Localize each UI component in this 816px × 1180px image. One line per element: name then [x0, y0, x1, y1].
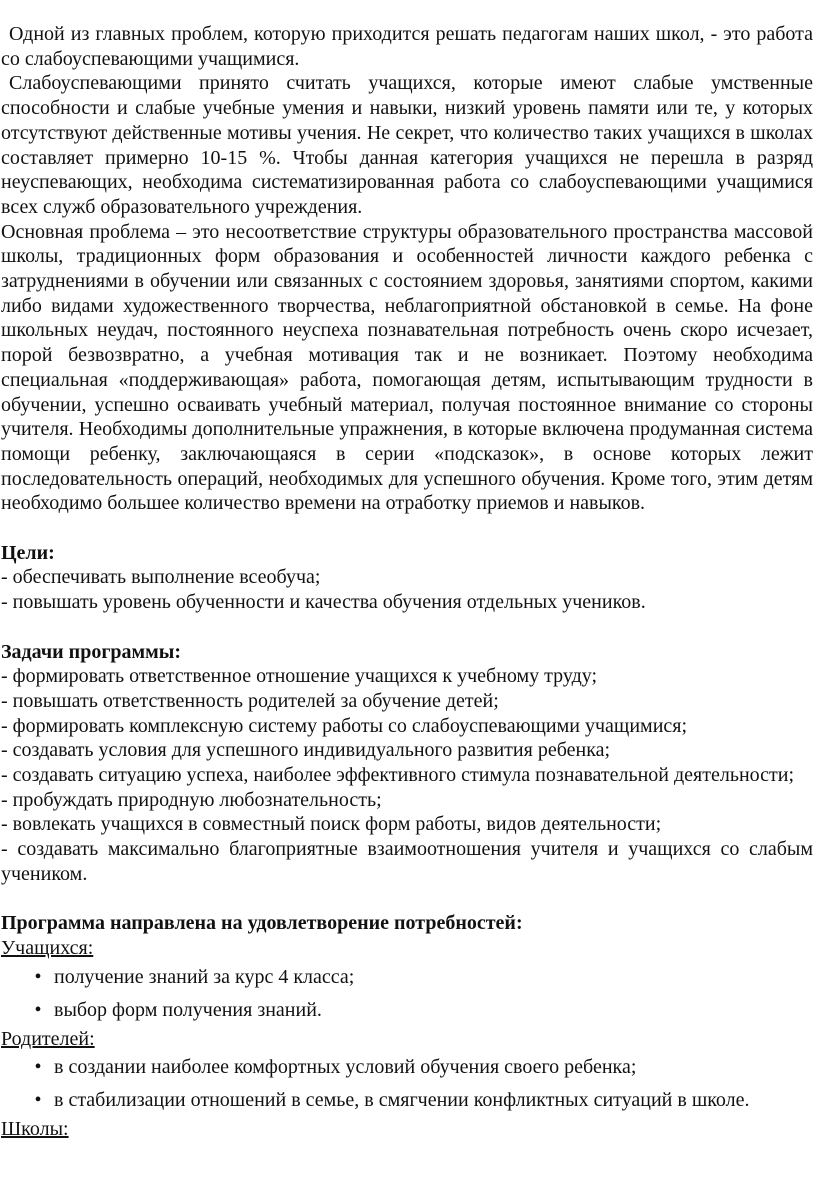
spacer — [1, 516, 813, 541]
list-item-text: получение знаний за курс 4 класса; — [54, 965, 355, 988]
students-list — [1, 961, 813, 1027]
task-item: - пробуждать природную любознательность; — [1, 788, 382, 811]
task-item: - повышать ответственность родителей за обучение детей; — [1, 689, 499, 712]
parents-list — [1, 1051, 813, 1117]
bullet-icon: • — [34, 998, 42, 1021]
list-item-text: в создании наиболее комфортных условий обучения своего ребенка; — [54, 1056, 637, 1079]
schools-label: Школы: — [1, 1118, 69, 1141]
intro-paragraph-1: Одной из главных проблем, которую приходится решать педагогам наших школ, - это работа со слабоуспевающими учащимися. — [1, 23, 813, 70]
bullet-icon: • — [34, 1089, 42, 1112]
spacer — [1, 615, 813, 640]
bullet-icon: • — [34, 1056, 42, 1079]
task-item: - вовлекать учащихся в совместный поиск форм работы, видов деятельности; — [1, 813, 662, 836]
task-item: - формировать ответственное отношение учащихся к учебному труду; — [1, 665, 598, 688]
spacer — [1, 887, 813, 912]
students-label: Учащихся: — [1, 936, 94, 959]
tasks-heading: Задачи программы: — [1, 640, 182, 663]
task-item: - создавать условия для успешного индивидуального развития ребенка; — [1, 739, 611, 762]
list-item-text: выбор форм получения знаний. — [54, 998, 322, 1021]
task-item: - создавать максимально благоприятные взаимоотношения учителя и учащихся со слабым учеником. — [1, 838, 813, 885]
list-item — [1, 994, 813, 1027]
list-item — [1, 1084, 813, 1117]
list-item — [1, 1051, 813, 1084]
intro-paragraph-2: Слабоуспевающими принято считать учащихся, которые имеют слабые умственные способности и слабые учебные умения и навыки, низкий уровень памяти или те, у которых отсутствуют действенные мотивы учения. Не секрет, что количество таких учащихся в школах составляет примерно 10-15 %. Чтобы данная категория учащихся не перешла в разряд неуспевающих, необходима систематизированная работа со слабоуспевающими учащимися всех служб образовательного учреждения. — [1, 72, 813, 218]
task-item: - создавать ситуацию успеха, наиболее эффективного стимула познавательной деятельности; — [1, 764, 795, 787]
list-item — [1, 961, 813, 994]
needs-heading: Программа направлена на удовлетворение потребностей: — [1, 912, 523, 935]
goal-item: - повышать уровень обученности и качества обучения отдельных учеников. — [1, 591, 646, 614]
task-item: - формировать комплексную систему работы со слабоуспевающими учащимися; — [1, 714, 688, 737]
list-item-text: в стабилизации отношений в семье, в смягчении конфликтных ситуаций в школе. — [54, 1089, 750, 1112]
goal-item: - обеспечивать выполнение всеобуча; — [1, 566, 321, 589]
parents-label: Родителей: — [1, 1027, 95, 1050]
goals-heading: Цели: — [1, 541, 55, 564]
bullet-icon: • — [34, 965, 42, 988]
intro-paragraph-3: Основная проблема – это несоответствие структуры образовательного пространства массовой школы, традиционных форм образования и особенностей личности каждого ребенка с затруднениями в обучении или связанных с состоянием здоровья, занятиями спортом, какими либо видами художественного творчества, неблагоприятной обстановкой в семье. На фоне школьных неудач, постоянного неуспеха познавательная потребность очень скоро исчезает, порой безвозвратно, а учебная мотивация так и не возникает. Поэтому необходима специальная «поддерживающая» работа, помогающая детям, испытывающим трудности в обучении, успешно осваивать учебный материал, получая постоянное внимание со стороны учителя. Необходимы дополнительные упражнения, в которые включена продуманная система помощи ребенку, заключающаяся в серии «подсказок», в основе которых лежит последовательность операций, необходимых для успешного обучения. Кроме того, этим детям необходимо большее количество времени на отработку приемов и навыков. — [1, 220, 813, 515]
